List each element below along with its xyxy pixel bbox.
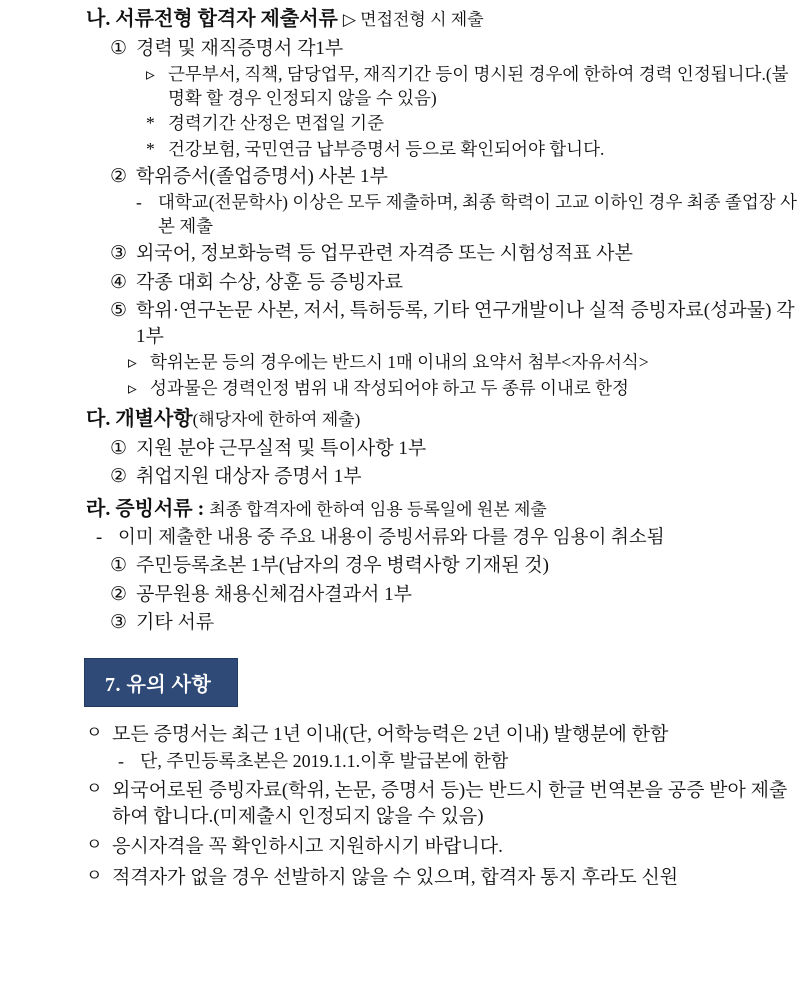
list-item: [110, 464, 800, 489]
section-heading-na: [86, 6, 800, 33]
list-marker: ㅇ: [86, 835, 103, 855]
list-marker: ▹: [128, 352, 137, 373]
list-item-text: 지원 분야 근무실적 및 특이사항 1부: [136, 437, 427, 459]
section-heading-suffix: 최종 합격자에 한하여 임용 등록일에 원본 제출: [209, 499, 547, 519]
list-item-text: 성과물은 경력인정 범위 내 작성되어야 하고 두 종류 이내로 한정: [150, 377, 629, 398]
section-heading-suffix: ▷ 면접전형 시 제출: [342, 10, 484, 29]
list-item: [110, 553, 800, 578]
list-item-text: 대학교(전문학사) 이상은 모두 제출하며, 최종 학력이 고교 이하인 경우 최종 졸업장 사본 제출: [158, 192, 797, 236]
list-item-text: 근무부서, 직책, 담당업무, 재직기간 등이 명시된 경우에 한하여 경력 인정됩니다.(불명확 할 경우 인정되지 않을 수 있음): [168, 64, 789, 108]
list-item: [86, 834, 800, 859]
list-marker: ④: [110, 271, 128, 293]
list-marker: ㅇ: [86, 865, 103, 885]
list-item: [86, 722, 800, 747]
list-marker: ▹: [128, 377, 137, 398]
list-marker: ①: [110, 437, 128, 459]
section-heading-da: [86, 406, 800, 433]
list-item: [118, 749, 800, 773]
list-marker: *: [146, 138, 155, 159]
list-item: [110, 36, 800, 61]
list-item-text: 학위증서(졸업증명서) 사본 1부: [136, 166, 388, 187]
list-item-text: 기타 서류: [136, 612, 215, 634]
list-marker: *: [146, 113, 155, 134]
list-marker: ②: [110, 166, 128, 187]
list-item: [86, 778, 800, 829]
list-item-text: 응시자격을 꼭 확인하시고 지원하시기 바랍니다.: [112, 836, 503, 858]
section-heading-text: 다. 개별사항: [86, 408, 193, 431]
list-item: [96, 526, 800, 551]
list-item-text: 주민등록초본 1부(남자의 경우 병력사항 기재된 것): [136, 555, 549, 577]
list-item: [128, 377, 800, 400]
list-item: [146, 138, 800, 161]
list-item: [128, 351, 800, 374]
list-item-text: 공무원용 채용신체검사결과서 1부: [136, 583, 412, 605]
list-marker: -: [118, 751, 124, 772]
section-heading-ra: [86, 496, 800, 523]
list-marker: ⑤: [110, 300, 128, 322]
list-item-text: 이미 제출한 내용 중 주요 내용이 증빙서류와 다를 경우 임용이 취소됨: [118, 527, 665, 548]
list-item-text: 학위·연구논문 사본, 저서, 특허등록, 기타 연구개발이나 실적 증빙자료(성과물) 각 1부: [136, 300, 795, 347]
list-item: [110, 610, 800, 635]
list-item-text: 각종 대회 수상, 상훈 등 증빙자료: [136, 271, 404, 293]
list-item-text: 적격자가 없을 경우 선발하지 않을 수 있으며, 합격자 통지 후라도 신원: [112, 866, 679, 888]
list-marker: ㅇ: [86, 779, 103, 799]
section-heading-text: 라. 증빙서류 :: [86, 497, 205, 520]
list-marker: ①: [110, 37, 128, 59]
section-heading-suffix: (해당자에 한하여 제출): [192, 410, 361, 430]
list-item: [110, 436, 800, 461]
list-marker: ②: [110, 466, 128, 488]
list-item: [146, 63, 800, 110]
list-item-text: 외국어로된 증빙자료(학위, 논문, 증명서 등)는 반드시 한글 번역본을 공증 받아 제출하여 합니다.(미제출시 인정되지 않을 수 있음): [112, 780, 788, 827]
section-heading-text: 나. 서류전형 합격자 제출서류: [86, 8, 338, 30]
list-marker: ㅇ: [86, 722, 103, 742]
list-item-text: 취업지원 대상자 증명서 1부: [136, 466, 362, 488]
list-item: [136, 191, 800, 238]
list-marker: ▹: [146, 64, 155, 85]
list-marker: ①: [110, 555, 128, 577]
list-item: [146, 112, 800, 135]
list-item-text: 단, 주민등록초본은 2019.1.1.이후 발급본에 한함: [140, 751, 509, 772]
section-banner-label: 7. 유의 사항: [84, 658, 238, 707]
list-item-text: 학위논문 등의 경우에는 반드시 1매 이내의 요약서 첨부<자유서식>: [150, 352, 649, 373]
list-marker: -: [136, 192, 142, 213]
list-marker: ③: [110, 243, 128, 265]
list-item-text: 외국어, 정보화능력 등 업무관련 자격증 또는 시험성적표 사본: [136, 243, 633, 265]
list-item: [110, 298, 800, 349]
list-item-text: 모든 증명서는 최근 1년 이내(단, 어학능력은 2년 이내) 발행분에 한함: [112, 723, 669, 745]
list-item: [110, 164, 800, 189]
list-item: [86, 865, 800, 890]
list-item: [110, 270, 800, 295]
list-item-text: 경력 및 재직증명서 각1부: [136, 37, 344, 59]
list-item: [110, 582, 800, 607]
section-banner-container: [84, 658, 800, 707]
list-item-text: 건강보험, 국민연금 납부증명서 등으로 확인되어야 합니다.: [168, 138, 605, 159]
list-marker: ②: [110, 583, 128, 605]
list-item-text: 경력기간 산정은 면접일 기준: [168, 113, 384, 134]
list-marker: ③: [110, 612, 128, 634]
list-marker: -: [96, 527, 103, 548]
list-item: [110, 241, 800, 266]
document-page: [0, 6, 800, 982]
